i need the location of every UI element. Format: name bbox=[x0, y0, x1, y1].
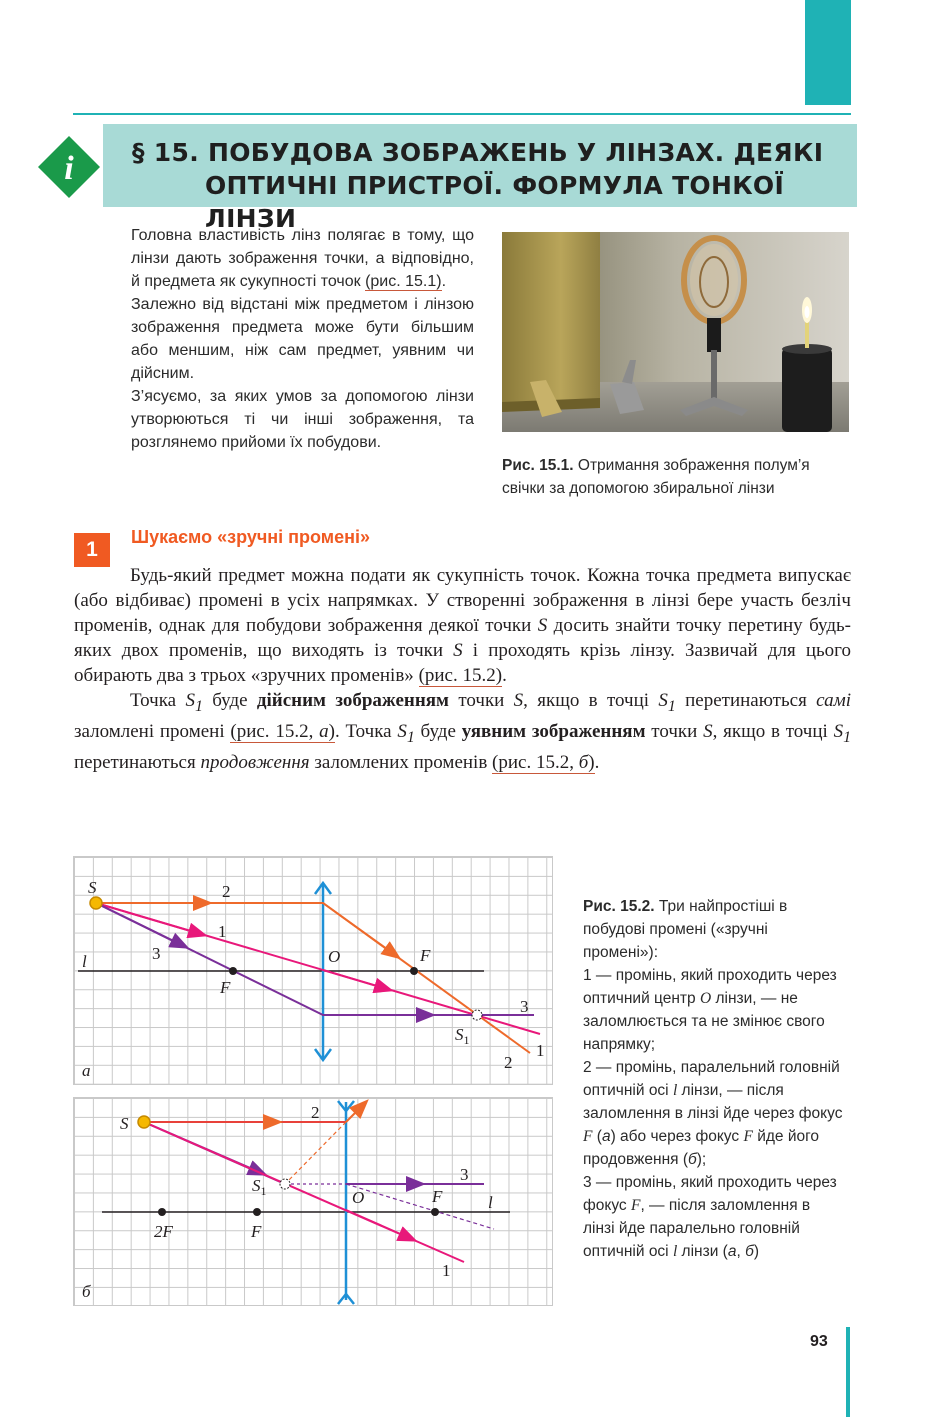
emphasis-text: продовження bbox=[200, 751, 310, 773]
body-p1-text: досить знайти точку перетину будь-яких двох променів, що виходять із точки bbox=[74, 615, 851, 661]
ray-2-extension bbox=[285, 1122, 346, 1184]
var-S: S bbox=[453, 640, 463, 661]
body-p2-text: , якщо в точці bbox=[523, 690, 659, 711]
source-point-S bbox=[90, 897, 102, 909]
ray-1-arrow-2 bbox=[323, 970, 390, 990]
body-p2-text: , якщо в точці bbox=[712, 720, 834, 742]
var-S1 bbox=[397, 720, 415, 746]
label-F-left: F bbox=[251, 1222, 262, 1241]
caption-label: Рис. 15.1. bbox=[502, 457, 574, 474]
label-S1 bbox=[252, 1176, 267, 1198]
intro-paragraph-1 bbox=[131, 224, 474, 293]
title-line-2: ОПТИЧНІ ПРИСТРОЇ. ФОРМУЛА ТОНКОЇ ЛІНЗИ bbox=[205, 171, 785, 233]
label-axis-l: l bbox=[82, 952, 87, 971]
link-text-italic: б bbox=[578, 751, 589, 773]
var-S: S bbox=[537, 615, 548, 636]
label-S1-sub: 1 bbox=[463, 1033, 470, 1047]
label-F-right: F bbox=[420, 946, 431, 965]
body-p2-text: точки bbox=[645, 720, 704, 742]
caption-text: ) або через фокус bbox=[610, 1128, 744, 1145]
intro-text bbox=[131, 224, 474, 454]
body-p2-text: Точка bbox=[130, 690, 186, 711]
ray-diagram-a-drawing bbox=[74, 857, 552, 1084]
ray-diagram-b-drawing bbox=[74, 1098, 552, 1305]
var-F: F bbox=[583, 1128, 593, 1145]
body-p2-text: заломлених променів bbox=[309, 751, 493, 773]
caption-text: йде його продовження ( bbox=[583, 1128, 820, 1168]
panel-label-a: а bbox=[82, 1061, 91, 1080]
label-ray-3: 3 bbox=[152, 944, 161, 963]
figure-link-15-2a[interactable] bbox=[230, 721, 335, 743]
label-F-left: F bbox=[220, 978, 231, 997]
label-ray-1-out: 1 bbox=[536, 1041, 545, 1060]
caption-text: 1 — промінь, який проходить через оптичний центр bbox=[583, 967, 837, 1007]
ray-diagram-b bbox=[73, 1097, 553, 1306]
var-S1-sub: 1 bbox=[843, 728, 851, 746]
caption-item-1 bbox=[583, 964, 845, 1056]
link-text-end: ) bbox=[588, 751, 595, 773]
caption-text: Отримання зображення полум’я свічки за допомогою збиральної лінзи bbox=[502, 457, 810, 497]
caption-text: лінзи ( bbox=[677, 1243, 728, 1260]
caption-label: Рис. 15.2. bbox=[583, 898, 655, 915]
caption-text: лінзи, — після заломлення в лінзі йде через фокус bbox=[583, 1082, 843, 1122]
caption-intro bbox=[583, 895, 845, 964]
var-S1 bbox=[833, 720, 851, 746]
section-number-badge: 1 bbox=[74, 533, 110, 567]
var-l: l bbox=[672, 1082, 678, 1099]
var-F: F bbox=[743, 1128, 753, 1145]
var-a: а bbox=[601, 1128, 611, 1145]
emphasis-text: самі bbox=[816, 690, 852, 711]
var-S1-sub: 1 bbox=[194, 697, 203, 715]
figure-link-15-2b[interactable] bbox=[492, 752, 595, 774]
focus-right-point bbox=[431, 1208, 439, 1216]
label-axis-l: l bbox=[488, 1193, 493, 1212]
var-S1-base: S bbox=[833, 720, 844, 742]
var-b: б bbox=[745, 1243, 754, 1260]
label-ray-1: 1 bbox=[218, 922, 227, 941]
label-F-right: F bbox=[432, 1187, 443, 1206]
term-real-image: дійсним зображенням bbox=[256, 690, 449, 711]
caption-text: , — після заломлення в лінзі йде паралельно головній оптичній осі bbox=[583, 1197, 811, 1260]
var-b: б bbox=[688, 1151, 697, 1168]
label-S: S bbox=[88, 878, 97, 897]
label-ray-2: 2 bbox=[222, 882, 231, 901]
focus-right-point bbox=[410, 967, 418, 975]
lens-experiment-photo bbox=[502, 232, 849, 432]
term-virtual-image: уявним зображенням bbox=[461, 720, 646, 742]
caption-text: 3 — промінь, який проходить через фокус bbox=[583, 1174, 837, 1214]
label-S1-sub: 1 bbox=[260, 1184, 267, 1198]
ray-1-arrow bbox=[346, 1210, 414, 1240]
top-color-tab bbox=[805, 0, 851, 105]
var-S1-base: S bbox=[185, 690, 195, 711]
info-icon-letter: i bbox=[64, 150, 74, 187]
link-text: (рис. 15.2, bbox=[492, 751, 579, 773]
focus-left-point bbox=[253, 1208, 261, 1216]
body-p2-text: буде bbox=[414, 720, 462, 742]
label-ray-2: 2 bbox=[311, 1103, 320, 1122]
caption-item-2 bbox=[583, 1056, 845, 1171]
caption-intro-text: Три найпростіші в побудові промені («зручні промені»): bbox=[583, 898, 788, 961]
label-O: O bbox=[328, 947, 341, 966]
header-rule bbox=[73, 113, 851, 115]
figure-caption-15-1 bbox=[502, 454, 852, 500]
body-p2-text: перетинаються bbox=[675, 690, 817, 711]
ray-2 bbox=[96, 903, 530, 1053]
focus-left-point bbox=[229, 967, 237, 975]
body-p1-text: і проходять крізь лінзу. Зазвичай для цього обирають два з трьох «зручних променів» bbox=[74, 640, 851, 686]
label-S1-base: S bbox=[252, 1176, 261, 1195]
caption-text: 2 — промінь, паралельний головній оптичній осі bbox=[583, 1059, 840, 1099]
label-ray-3: 3 bbox=[460, 1165, 469, 1184]
var-S1-base: S bbox=[397, 720, 407, 742]
ray-1 bbox=[144, 1122, 464, 1262]
body-p2-text: перетинаються bbox=[74, 751, 201, 773]
intro-p1-end: . bbox=[441, 273, 447, 290]
panel-label-b: б bbox=[82, 1282, 91, 1301]
var-S: S bbox=[703, 720, 713, 742]
var-S1-sub: 1 bbox=[406, 728, 415, 746]
image-point-S1 bbox=[472, 1010, 482, 1020]
body-p2-text: . Точка bbox=[334, 720, 398, 742]
var-a: а bbox=[727, 1243, 737, 1260]
figure-link-15-1[interactable]: (рис. 15.1) bbox=[365, 273, 442, 290]
2f-point bbox=[158, 1208, 166, 1216]
page-title bbox=[132, 136, 852, 235]
body-p1-end: . bbox=[502, 665, 507, 686]
intro-paragraph-2: Залежно від відстані між предметом і лінзою зображення предмета може бути більшим або меншим, ніж сам предмет, уявним чи дійсним. bbox=[131, 296, 474, 382]
body-p2-end: . bbox=[594, 751, 600, 773]
var-S: S bbox=[513, 690, 524, 711]
link-text-italic: а bbox=[319, 720, 329, 742]
body-text bbox=[74, 563, 851, 775]
intro-paragraph-3: З’ясуємо, за яких умов за допомогою лінзи утворюються ті чи інші зображення, та розглянемо прийоми їх побудови. bbox=[131, 388, 474, 451]
var-l: l bbox=[672, 1243, 678, 1260]
var-S1-base: S bbox=[658, 690, 668, 711]
body-p2-text: точки bbox=[449, 690, 514, 711]
image-point-S1 bbox=[280, 1179, 290, 1189]
ray-2-refracted bbox=[346, 1102, 366, 1122]
label-2F: 2F bbox=[154, 1222, 173, 1241]
body-p2-text: заломлені промені bbox=[74, 720, 231, 742]
caption-text: лінзи, — не заломлюється та не змінює свого напрямку; bbox=[583, 990, 825, 1053]
page-edge-bar bbox=[846, 1327, 850, 1417]
var-S1 bbox=[658, 690, 676, 715]
ray-3-extension-through-F bbox=[346, 1184, 494, 1229]
link-text-end: ) bbox=[328, 720, 335, 742]
body-p1-text: Будь-який предмет можна подати як сукупність точок. Кожна точка предмета випускає (або відбиває) промені в усіх напрямках. У створенні зображення в лінзі бере участь безліч променів, однак для побудови зображення деякої точки bbox=[74, 565, 851, 636]
label-ray-2-out: 2 bbox=[504, 1053, 513, 1072]
caption-text: , bbox=[736, 1243, 746, 1260]
ray-3 bbox=[96, 903, 534, 1015]
var-S1-sub: 1 bbox=[667, 697, 676, 715]
ray-diagram-a bbox=[73, 856, 553, 1085]
link-text: (рис. 15.2, bbox=[230, 720, 320, 742]
intro-p1-text: Головна властивість лінз полягає в тому, що лінзи дають зображення точки, а відповідно, й предмета як сукупності точок bbox=[131, 227, 474, 290]
label-O: O bbox=[352, 1188, 365, 1207]
body-paragraph-2 bbox=[74, 688, 851, 775]
var-O: O bbox=[699, 990, 712, 1007]
label-S1-base: S bbox=[455, 1025, 464, 1044]
page-number: 93 bbox=[810, 1333, 828, 1350]
title-line-1: § 15. ПОБУДОВА ЗОБРАЖЕНЬ У ЛІНЗАХ. ДЕЯКІ bbox=[132, 138, 824, 167]
figure-caption-15-2 bbox=[583, 895, 845, 1263]
var-S1 bbox=[185, 690, 203, 715]
caption-text: ( bbox=[592, 1128, 602, 1145]
caption-text: ) bbox=[753, 1243, 759, 1260]
body-paragraph-1 bbox=[74, 563, 851, 688]
label-S: S bbox=[120, 1114, 129, 1133]
label-ray-3-out: 3 bbox=[520, 997, 529, 1016]
figure-link-15-2[interactable]: (рис. 15.2) bbox=[418, 665, 503, 686]
source-point-S bbox=[138, 1116, 150, 1128]
label-ray-1: 1 bbox=[442, 1261, 451, 1280]
label-S1 bbox=[455, 1025, 470, 1047]
caption-text: ); bbox=[696, 1151, 707, 1168]
info-icon bbox=[38, 136, 100, 198]
caption-item-3 bbox=[583, 1171, 845, 1263]
var-F: F bbox=[630, 1197, 641, 1214]
section-heading: Шукаємо «зручні промені» bbox=[131, 527, 371, 547]
body-p2-text: буде bbox=[202, 690, 257, 711]
